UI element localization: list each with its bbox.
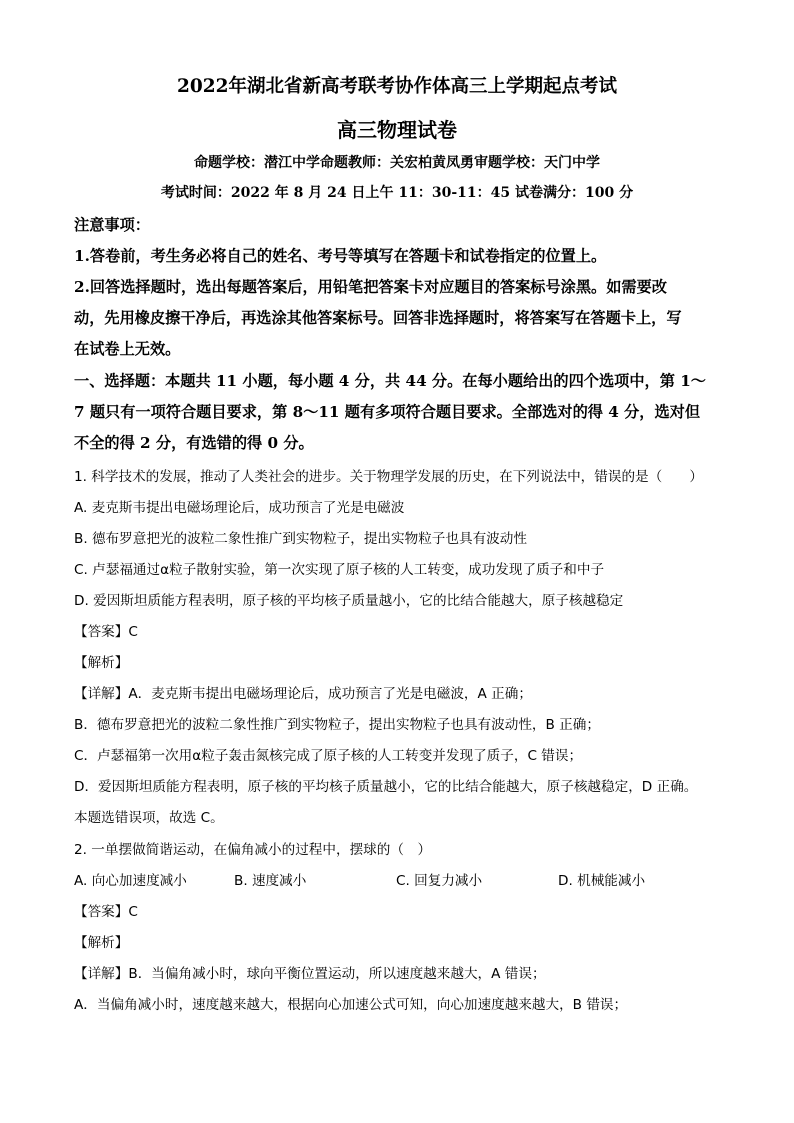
question-1-detail-3: C．卢瑟福第一次用α粒子轰击氮核完成了原子核的人工转变并发现了质子，C 错误；: [74, 748, 583, 764]
question-2-option-a: A. 向心加速度减小: [74, 873, 187, 889]
question-2-analysis-label: 【解析】: [74, 935, 129, 951]
section-heading-line-2: 7 题只有一项符合题目要求，第 8～11 题有多项符合题目要求。全部选对的得 4 分，选对但: [74, 403, 701, 421]
question-1-detail-4: D．爱因斯坦质能方程表明，原子核的平均核子质量越小，它的比结合能越大，原子核越稳定，D 正确。: [74, 779, 698, 795]
question-1-option-c: C. 卢瑟福通过α粒子散射实验，第一次实现了原子核的人工转变，成功发现了质子和中子: [74, 562, 605, 578]
question-1-option-b: B. 德布罗意把光的波粒二象性推广到实物粒子，提出实物粒子也具有波动性: [74, 531, 527, 547]
question-1-detail-2: B．德布罗意把光的波粒二象性推广到实物粒子，提出实物粒子也具有波动性，B 正确；: [74, 717, 600, 733]
notes-item-2-line-2: 动，先用橡皮擦干净后，再选涂其他答案标号。回答非选择题时，将答案写在答题卡上，写: [74, 309, 682, 327]
question-2-detail-2: A．当偏角减小时，速度越来越大，根据向心加速公式可知，向心加速度越来越大，B 错误；: [74, 997, 628, 1013]
section-heading-line-3: 不全的得 2 分，有选错的得 0 分。: [74, 434, 314, 452]
question-1-option-d: D. 爱因斯坦质能方程表明，原子核的平均核子质量越小，它的比结合能越大，原子核越稳定: [74, 593, 624, 609]
section-heading-line-1: 一、选择题：本题共 11 小题，每小题 4 分，共 44 分。在每小题给出的四个选项中，第 1～: [74, 372, 706, 390]
question-1-stem: 1. 科学技术的发展，推动了人类社会的进步。关于物理学发展的历史，在下列说法中，错误的是（ ）: [74, 469, 704, 485]
notes-item-2-line-1: 2.回答选择题时，选出每题答案后，用铅笔把答案卡对应题目的答案标号涂黑。如需要改: [74, 278, 667, 296]
question-1-detail-1: 【详解】A．麦克斯韦提出电磁场理论后，成功预言了光是电磁波，A 正确；: [74, 686, 532, 702]
question-2-stem: 2. 一单摆做简谐运动，在偏角减小的过程中，摆球的（ ）: [74, 842, 432, 858]
question-2-option-d: D. 机械能减小: [558, 873, 646, 889]
notes-item-2-line-3: 在试卷上无效。: [74, 340, 181, 358]
exam-title: 2022年湖北省新高考联考协作体高三上学期起点考试: [177, 76, 617, 97]
question-1-analysis-label: 【解析】: [74, 655, 129, 671]
question-2-options-row: [0, 869, 794, 889]
author-info: 命题学校：潜江中学命题教师：关宏柏黄凤勇审题学校：天门中学: [194, 155, 600, 171]
question-2-answer: 【答案】C: [74, 904, 138, 920]
notes-item-1: 1.答卷前，考生务必将自己的姓名、考号等填写在答题卡和试卷指定的位置上。: [74, 247, 607, 265]
question-2-detail-1: 【详解】B．当偏角减小时，球向平衡位置运动，所以速度越来越大，A 错误；: [74, 966, 546, 982]
exam-subtitle: 高三物理试卷: [337, 118, 457, 142]
question-1-option-a: A. 麦克斯韦提出电磁场理论后，成功预言了光是电磁波: [74, 500, 405, 516]
notes-heading: 注意事项：: [74, 216, 150, 234]
question-2-option-c: C. 回复力减小: [396, 873, 483, 889]
question-1-conclusion: 本题选错误项，故选 C。: [74, 810, 224, 826]
question-1-answer: 【答案】C: [74, 624, 138, 640]
exam-time-info: 考试时间：2022 年 8 月 24 日上午 11：30-11：45 试卷满分：100 分: [160, 185, 634, 201]
question-2-option-b: B. 速度减小: [234, 873, 307, 889]
